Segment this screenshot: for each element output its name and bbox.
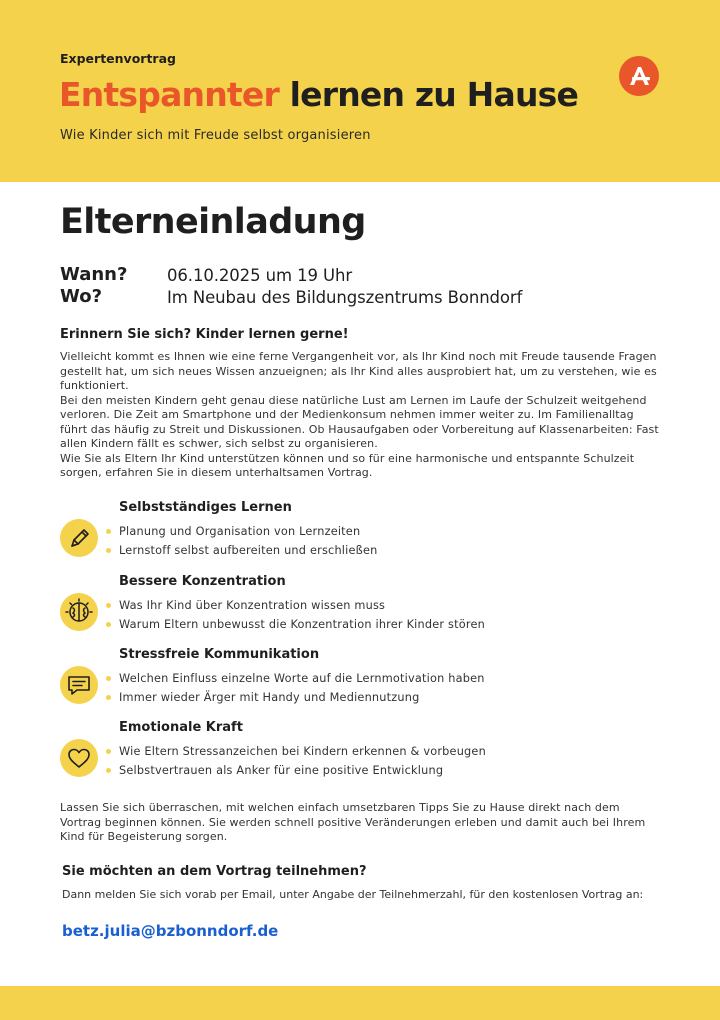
list-item-text: Planung und Organisation von Lernzeiten xyxy=(119,525,361,538)
speech-bubble-icon xyxy=(60,666,98,704)
where-value: Im Neubau des Bildungszentrums Bonndorf xyxy=(167,288,523,307)
intro-paragraph: Vielleicht kommt es Ihnen wie eine ferne Vergangenheit vor, als Ihr Kind noch mit Freude tausende Fragen gestellt hat, um sich neues Wissen anzueignen; als Ihr Kind alles ausprobiert hat, um zu verstehen, wie es funktioniert. xyxy=(60,350,657,392)
invitation-heading: Elterneinladung xyxy=(60,202,366,242)
page-title xyxy=(59,75,578,114)
topic-block xyxy=(0,647,720,717)
topic-list xyxy=(106,669,485,707)
topic-block xyxy=(0,574,720,644)
kicker-label: Expertenvortrag xyxy=(60,51,176,66)
topic-list xyxy=(106,596,485,634)
list-item-text: Was Ihr Kind über Konzentration wissen muss xyxy=(119,599,386,612)
list-item xyxy=(106,541,377,560)
topic-title: Stressfreie Kommunikation xyxy=(119,647,320,662)
bullet-icon xyxy=(106,622,111,627)
topic-list xyxy=(106,742,486,780)
topic-title: Emotionale Kraft xyxy=(119,720,243,735)
topic-block xyxy=(0,500,720,570)
topic-title: Bessere Konzentration xyxy=(119,574,286,589)
subtitle: Wie Kinder sich mit Freude selbst organisieren xyxy=(60,128,371,143)
topic-block xyxy=(0,720,720,790)
brand-logo-icon xyxy=(619,56,659,96)
outro-text: Lassen Sie sich überraschen, mit welchen einfach umsetzbaren Tipps Sie zu Hause direkt nach dem Vortrag beginnen können. Sie werden schnell positive Veränderungen erleben und damit auch bei Ihrem Kind für Begeisterung sorgen. xyxy=(60,801,646,843)
topic-title: Selbstständiges Lernen xyxy=(119,500,292,515)
pencil-icon xyxy=(60,519,98,557)
brain-icon xyxy=(60,593,98,631)
footer-banner xyxy=(0,986,720,1020)
bullet-icon xyxy=(106,749,111,754)
list-item xyxy=(106,669,485,688)
bullet-icon xyxy=(106,603,111,608)
cta-heading: Sie möchten an dem Vortrag teilnehmen? xyxy=(62,864,367,879)
email-link[interactable]: betz.julia@bzbonndorf.de xyxy=(62,922,279,940)
intro-paragraph: Bei den meisten Kindern geht genau diese natürliche Lust am Lernen im Laufe der Schulzeit weitgehend verloren. Die Zeit am Smartphone und der Medienkonsum nehmen immer weiter zu. Im Familienalltag führt das häufig zu Streit und Diskussionen. Ob Hausaufgaben oder Vorbereitung auf Klassenarbeiten: Fast allen Kindern fällt es schwer, sich selbst zu organisieren. xyxy=(60,393,659,450)
cta-text: Dann melden Sie sich vorab per Email, unter Angabe der Teilnehmerzahl, für den kostenlosen Vortrag an: xyxy=(62,888,644,901)
list-item xyxy=(106,742,486,761)
list-item xyxy=(106,615,485,634)
list-item xyxy=(106,688,485,707)
list-item-text: Immer wieder Ärger mit Handy und Mediennutzung xyxy=(119,691,420,704)
intro-heading: Erinnern Sie sich? Kinder lernen gerne! xyxy=(60,327,349,342)
intro-text xyxy=(60,350,664,481)
list-item xyxy=(106,596,485,615)
intro-paragraph: Wie Sie als Eltern Ihr Kind unterstützen können und so für eine harmonische und entspannte Schulzeit sorgen, erfahren Sie in diesem unterhaltsamen Vortrag. xyxy=(60,451,635,479)
bullet-icon xyxy=(106,695,111,700)
title-rest: lernen zu Hause xyxy=(289,75,579,114)
where-label: Wo? xyxy=(60,286,103,307)
heart-icon xyxy=(60,739,98,777)
list-item xyxy=(106,761,486,780)
list-item xyxy=(106,522,377,541)
bullet-icon xyxy=(106,768,111,773)
list-item-text: Lernstoff selbst aufbereiten und erschließen xyxy=(119,544,378,557)
title-accent: Entspannter xyxy=(59,75,279,114)
list-item-text: Selbstvertrauen als Anker für eine positive Entwicklung xyxy=(119,764,444,777)
topic-list xyxy=(106,522,377,560)
when-label: Wann? xyxy=(60,264,128,285)
when-value: 06.10.2025 um 19 Uhr xyxy=(167,266,353,285)
bullet-icon xyxy=(106,676,111,681)
header-banner xyxy=(0,0,720,182)
bullet-icon xyxy=(106,548,111,553)
list-item-text: Wie Eltern Stressanzeichen bei Kindern erkennen & vorbeugen xyxy=(119,745,486,758)
list-item-text: Welchen Einfluss einzelne Worte auf die Lernmotivation haben xyxy=(119,672,485,685)
list-item-text: Warum Eltern unbewusst die Konzentration ihrer Kinder stören xyxy=(119,618,485,631)
bullet-icon xyxy=(106,529,111,534)
